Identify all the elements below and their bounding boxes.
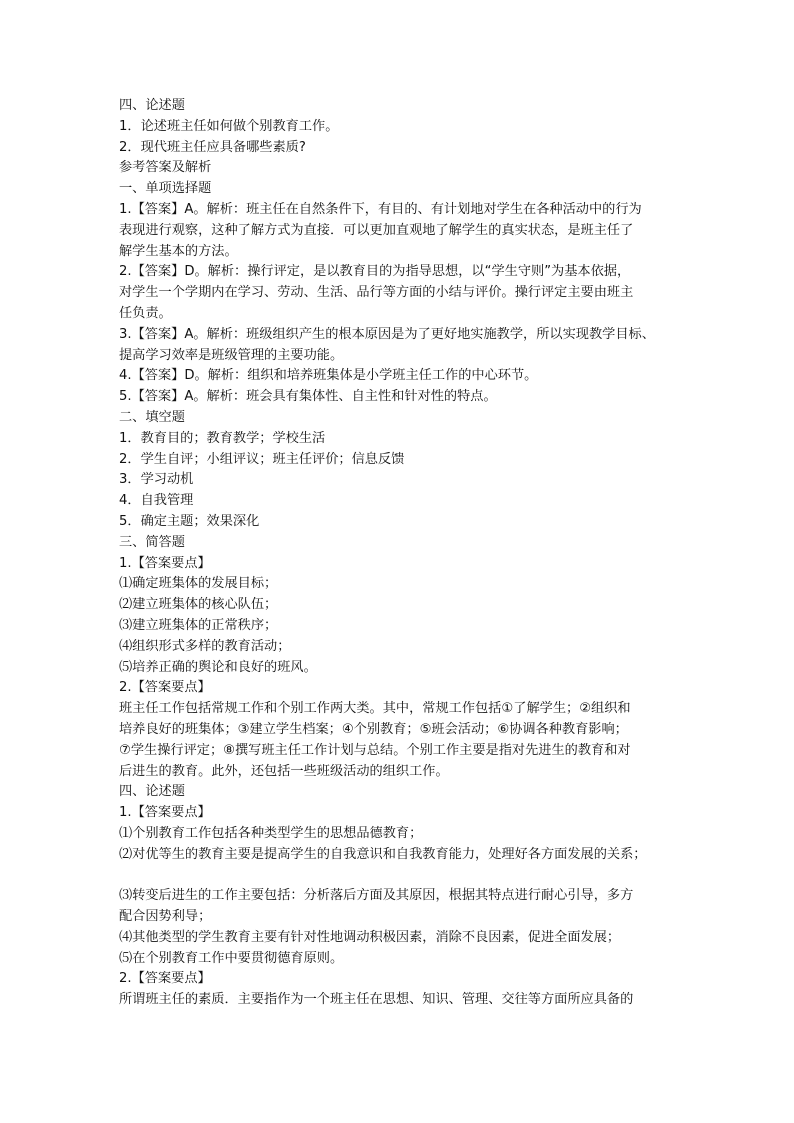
text-line: 5.【答案】A。解析：班会具有集体性、自主性和针对性的特点。: [119, 389, 497, 405]
text-line: 4．自我管理: [119, 493, 194, 509]
text-line: 5．确定主题；效果深化: [119, 513, 260, 529]
text-line: 配合因势利导；: [119, 909, 212, 925]
text-line: 四、论述题: [119, 784, 185, 800]
text-line: 2．学生自评；小组评议；班主任评价；信息反馈: [119, 451, 405, 467]
text-line: 三、简答题: [119, 534, 185, 550]
text-line: ⑸在个别教育工作中要贯彻德育原则。: [119, 950, 344, 966]
text-line: 一、单项选择题: [119, 181, 212, 197]
document-body: [119, 96, 689, 1011]
text-line: 参考答案及解析: [119, 160, 212, 176]
text-line: 四、论述题: [119, 98, 185, 113]
text-line: 1.【答案要点】: [119, 805, 211, 821]
text-line: 解学生基本的方法。: [119, 243, 238, 259]
text-line: ⑴个别教育工作包括各种类型学生的思想品德教育；: [119, 825, 423, 841]
text-line: 表现进行观察，这种了解方式为直接．可以更加直观地了解学生的真实状态，是班主任了: [119, 222, 634, 238]
text-line: ⑷其他类型的学生教育主要有针对性地调动积极因素，消除不良因素，促进全面发展；: [119, 929, 621, 945]
text-line: 2.【答案要点】: [119, 971, 211, 987]
text-line: 3.【答案】A。解析：班级组织产生的根本原因是为了更好地实施教学，所以实现教学目标、: [119, 326, 655, 342]
text-line: ⑴确定班集体的发展目标；: [119, 576, 278, 592]
text-line: 对学生一个学期内在学习、劳动、生活、品行等方面的小结与评价。操行评定主要由班主: [119, 285, 634, 301]
text-line: 2．现代班主任应具备哪些素质?: [119, 139, 306, 155]
text-line: [119, 865, 689, 886]
text-line: 班主任工作包括常规工作和个别工作两大类。其中，常规工作包括①了解学生；②组织和: [119, 701, 631, 717]
text-line: ⑵对优等生的教育主要是提高学生的自我意识和自我教育能力，处理好各方面发展的关系；: [119, 846, 647, 862]
text-line: 2.【答案】D。解析：操行评定，是以教育目的为指导思想，以“学生守则”为基本依据，: [119, 264, 631, 280]
text-line: 后进生的教育。此外，还包括一些班级活动的组织工作。: [119, 763, 449, 779]
text-line: 任负责。: [119, 305, 172, 321]
text-line: ⑦学生操行评定；⑧撰写班主任工作计划与总结。个别工作主要是指对先进生的教育和对: [119, 742, 631, 758]
text-line: ⑵建立班集体的核心队伍；: [119, 597, 278, 613]
text-line: 提高学习效率是班级管理的主要功能。: [119, 347, 344, 363]
text-line: 2.【答案要点】: [119, 680, 211, 696]
text-line: 3．学习动机: [119, 472, 194, 488]
text-line: 4.【答案】D。解析：组织和培养班集体是小学班主任工作的中心环节。: [119, 368, 538, 384]
text-line: 1.【答案】A。解析：班主任在自然条件下，有目的、有计划地对学生在各种活动中的行为: [119, 201, 642, 217]
text-line: 培养良好的班集体；③建立学生档案；④个别教育；⑤班会活动；⑥协调各种教育影响；: [119, 721, 628, 737]
text-line: ⑷组织形式多样的教育活动；: [119, 638, 291, 654]
text-line: ⑶建立班集体的正常秩序；: [119, 617, 278, 633]
text-line: 所谓班主任的素质．主要指作为一个班主任在思想、知识、管理、交往等方面所应具备的: [119, 992, 634, 1008]
text-line: 1．论述班主任如何做个别教育工作。: [119, 118, 339, 134]
text-line: 1.【答案要点】: [119, 555, 211, 571]
text-line: ⑸培养正确的舆论和良好的班风。: [119, 659, 317, 675]
text-line: 1．教育目的；教育教学；学校生活: [119, 430, 326, 446]
text-line: ⑶转变后进生的工作主要包括：分析落后方面及其原因，根据其特点进行耐心引导，多方: [119, 888, 634, 904]
text-line: 二、填空题: [119, 409, 185, 425]
